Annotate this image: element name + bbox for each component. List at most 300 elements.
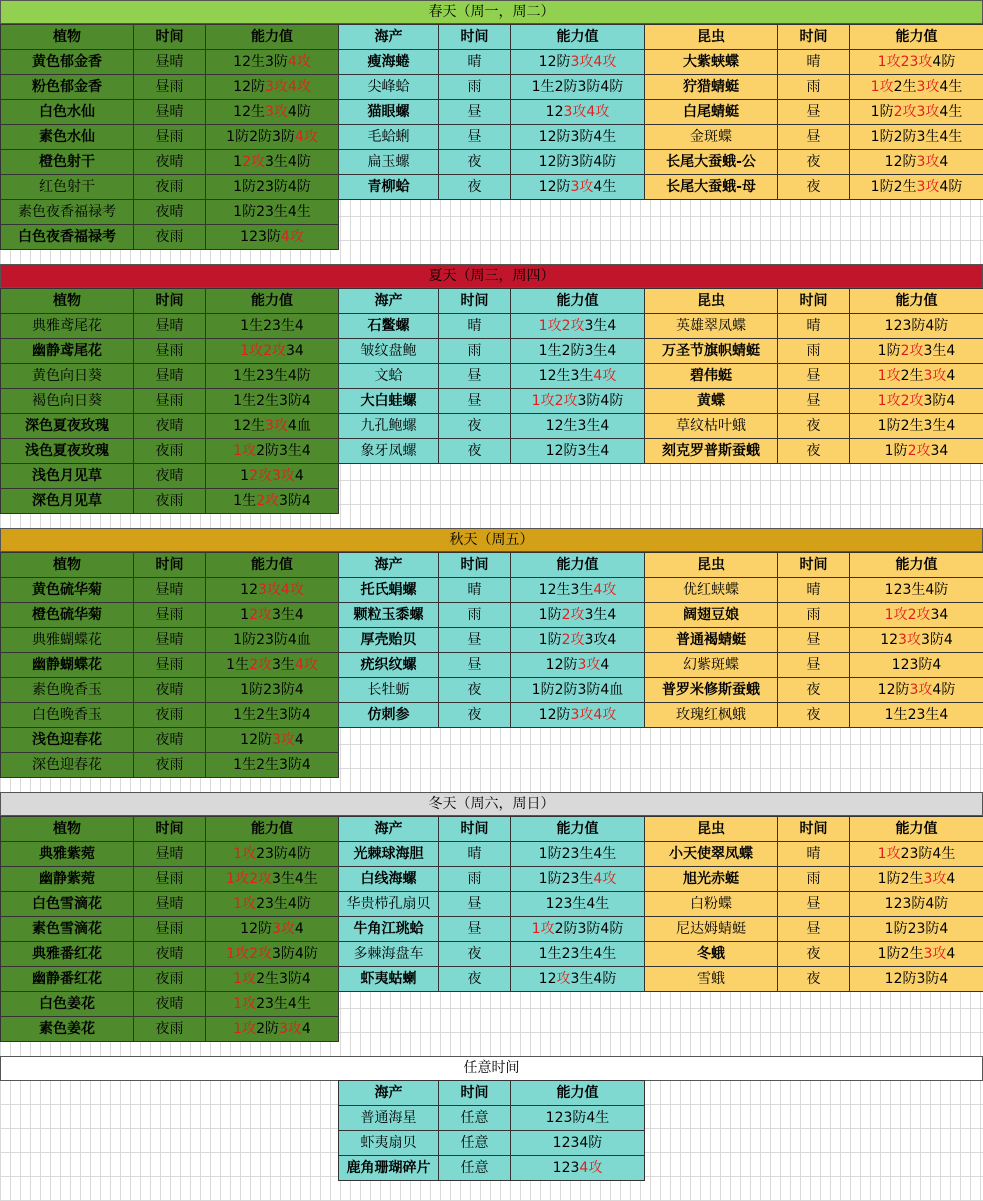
item-ability xyxy=(511,678,645,703)
ability-attack-part: 1攻 xyxy=(531,921,555,937)
header-row xyxy=(645,553,983,578)
ability-part: 12生 xyxy=(233,418,265,434)
ability-part: 2生3防4 xyxy=(256,971,311,987)
item-time: 夜 xyxy=(778,942,850,967)
item-name: 颗粒玉黍螺 xyxy=(339,603,439,628)
item-time: 晴 xyxy=(439,842,511,867)
ability-part: 12防 xyxy=(240,921,272,937)
ability-part: 12防3防4防 xyxy=(538,154,617,170)
column-header-ability: 能力值 xyxy=(206,289,339,314)
item-name: 白色水仙 xyxy=(1,100,134,125)
item-ability xyxy=(850,603,983,628)
ability-part: 1生2防3生4 xyxy=(538,343,617,359)
item-name: 黄蝶 xyxy=(645,389,778,414)
item-name: 褐色向日葵 xyxy=(1,389,134,414)
item-name: 大白蛙螺 xyxy=(339,389,439,414)
ability-attack-part: 3攻 xyxy=(923,946,947,962)
summer-sea-table xyxy=(338,288,645,464)
summer-plant-table xyxy=(0,288,339,514)
item-name: 素色雪滴花 xyxy=(1,917,134,942)
ability-part: 4生 xyxy=(593,179,617,195)
ability-part: 3生4 xyxy=(584,318,617,334)
item-ability xyxy=(850,125,983,150)
item-time: 夜雨 xyxy=(134,439,206,464)
ability-part: 3生4 xyxy=(584,607,617,623)
item-ability xyxy=(850,867,983,892)
item-time: 夜晴 xyxy=(134,414,206,439)
table-row xyxy=(645,125,983,150)
item-ability xyxy=(206,967,339,992)
item-time: 雨 xyxy=(439,339,511,364)
ability-part: 123防 xyxy=(240,229,281,245)
ability-attack-part: 2攻 xyxy=(900,343,924,359)
ability-part: 12防 xyxy=(240,732,272,748)
ability-part: 1防 xyxy=(538,607,562,623)
ability-attack-part: 3攻 xyxy=(916,179,940,195)
ability-part: 1234防 xyxy=(552,1135,603,1151)
table-row xyxy=(339,414,645,439)
item-time: 昼 xyxy=(439,653,511,678)
item-name: 长牡蛎 xyxy=(339,678,439,703)
season-title-autumn: 秋天（周五） xyxy=(0,528,983,552)
ability-part: 23防4防 xyxy=(256,846,311,862)
ability-part: 1防23防4防 xyxy=(233,179,311,195)
table-row xyxy=(645,578,983,603)
column-header-time: 时间 xyxy=(778,553,850,578)
item-ability xyxy=(511,389,645,414)
item-ability xyxy=(206,364,339,389)
item-ability xyxy=(511,150,645,175)
item-time: 晴 xyxy=(439,578,511,603)
table-row xyxy=(339,339,645,364)
table-row xyxy=(339,892,645,917)
item-time: 昼晴 xyxy=(134,50,206,75)
ability-attack-part: 3攻4攻 xyxy=(570,707,617,723)
item-ability xyxy=(206,200,339,225)
item-name: 浅色夏夜玫瑰 xyxy=(1,439,134,464)
item-ability xyxy=(850,842,983,867)
ability-part: 4 xyxy=(301,1021,311,1037)
item-time: 夜 xyxy=(778,414,850,439)
winter-plant-table xyxy=(0,816,339,1042)
table-row xyxy=(339,75,645,100)
table-row xyxy=(1,753,339,778)
item-ability xyxy=(206,464,339,489)
item-time: 昼晴 xyxy=(134,578,206,603)
ability-attack-part: 1攻 xyxy=(233,846,257,862)
ability-part: 1防 xyxy=(877,343,901,359)
item-ability xyxy=(206,992,339,1017)
ability-attack-part: 3攻 xyxy=(577,657,601,673)
ability-part: 12生 xyxy=(233,104,265,120)
item-ability xyxy=(206,100,339,125)
item-name: 阔翅豆娘 xyxy=(645,603,778,628)
item-name: 大紫蛱蝶 xyxy=(645,50,778,75)
item-name: 粉色郁金香 xyxy=(1,75,134,100)
ability-attack-part: 3攻 xyxy=(264,418,288,434)
column-header-ability: 能力值 xyxy=(511,289,645,314)
table-row xyxy=(645,917,983,942)
ability-part: 2生 xyxy=(893,79,917,95)
item-time: 昼 xyxy=(439,389,511,414)
column-header-time: 时间 xyxy=(439,25,511,50)
table-row xyxy=(1,314,339,339)
table-row xyxy=(339,578,645,603)
column-header-time: 时间 xyxy=(134,289,206,314)
item-ability xyxy=(850,175,983,200)
item-name: 金斑蝶 xyxy=(645,125,778,150)
ability-part: 2防3生4 xyxy=(256,443,311,459)
column-header-time: 时间 xyxy=(439,1081,511,1106)
item-name: 白尾蜻蜓 xyxy=(645,100,778,125)
table-row xyxy=(1,75,339,100)
item-time: 晴 xyxy=(778,842,850,867)
item-ability xyxy=(511,628,645,653)
ability-attack-part: 1攻2攻 xyxy=(240,343,286,359)
ability-part: 1生 xyxy=(233,493,257,509)
spring-sea-table xyxy=(338,24,645,200)
table-row xyxy=(1,992,339,1017)
ability-part: 3生 xyxy=(272,657,295,673)
column-header-name: 植物 xyxy=(1,817,134,842)
item-ability xyxy=(511,917,645,942)
ability-part: 1防23防4 xyxy=(884,921,949,937)
item-name: 虾夷扇贝 xyxy=(339,1131,439,1156)
item-ability xyxy=(206,917,339,942)
item-ability xyxy=(206,175,339,200)
ability-attack-part: 攻 xyxy=(556,971,571,987)
item-time: 雨 xyxy=(439,867,511,892)
item-time: 夜 xyxy=(778,678,850,703)
item-ability xyxy=(206,653,339,678)
item-ability xyxy=(850,967,983,992)
ability-part: 4 xyxy=(600,657,610,673)
item-time: 晴 xyxy=(778,578,850,603)
table-row xyxy=(1,703,339,728)
item-time: 昼晴 xyxy=(134,314,206,339)
table-row xyxy=(1,464,339,489)
item-time: 夜晴 xyxy=(134,992,206,1017)
ability-part: 3生4 xyxy=(272,607,304,623)
column-header-ability: 能力值 xyxy=(206,553,339,578)
ability-attack-part: 3攻 xyxy=(916,79,940,95)
item-time: 任意 xyxy=(439,1106,511,1131)
ability-attack-part: 3攻 xyxy=(279,1021,302,1037)
column-header-time: 时间 xyxy=(134,553,206,578)
ability-part: 12防 xyxy=(233,79,265,95)
item-ability xyxy=(511,967,645,992)
item-name: 白色夜香福禄考 xyxy=(1,225,134,250)
item-name: 白色雪滴花 xyxy=(1,892,134,917)
ability-part: 1防23防4血 xyxy=(233,632,311,648)
ability-attack-part: 1攻2攻 xyxy=(877,393,924,409)
ability-part: 12 xyxy=(880,632,899,648)
item-name: 长尾大蚕蛾-母 xyxy=(645,175,778,200)
item-ability xyxy=(206,678,339,703)
ability-part: 12防3防4生 xyxy=(538,129,617,145)
item-time: 昼 xyxy=(778,125,850,150)
ability-part: 4 xyxy=(946,946,956,962)
table-row xyxy=(1,892,339,917)
item-ability xyxy=(511,842,645,867)
ability-part: 1防 xyxy=(870,104,894,120)
item-ability xyxy=(206,314,339,339)
item-ability xyxy=(511,892,645,917)
item-time: 夜雨 xyxy=(134,175,206,200)
item-time: 夜 xyxy=(778,175,850,200)
item-name: 华贵栉孔扇贝 xyxy=(339,892,439,917)
ability-part: 1防23生4生 xyxy=(538,846,617,862)
item-time: 夜 xyxy=(778,150,850,175)
item-time: 昼 xyxy=(439,917,511,942)
item-ability xyxy=(206,414,339,439)
table-row xyxy=(1,728,339,753)
ability-part: 1防23生 xyxy=(538,871,594,887)
table-row xyxy=(645,50,983,75)
item-time: 昼雨 xyxy=(134,603,206,628)
ability-attack-part: 3攻4攻 xyxy=(563,104,610,120)
season-title-summer: 夏天（周三，周四） xyxy=(0,264,983,288)
item-name: 橙色硫华菊 xyxy=(1,603,134,628)
item-time: 雨 xyxy=(439,75,511,100)
item-time: 昼晴 xyxy=(134,100,206,125)
item-name: 牛角江珧蛤 xyxy=(339,917,439,942)
ability-part: 2防 xyxy=(256,1021,279,1037)
ability-part: 123生4生 xyxy=(545,896,610,912)
item-name: 虾夷蛄蝲 xyxy=(339,967,439,992)
table-row xyxy=(339,1131,645,1156)
season-title-spring: 春天（周一，周二） xyxy=(0,0,983,24)
item-ability xyxy=(511,578,645,603)
item-name: 白线海螺 xyxy=(339,867,439,892)
item-time: 夜 xyxy=(439,150,511,175)
ability-part: 1防2防3防 xyxy=(226,129,295,145)
ability-attack-part: 2攻3攻 xyxy=(893,104,940,120)
item-name: 深色迎春花 xyxy=(1,753,134,778)
ability-part: 23防4生 xyxy=(900,846,956,862)
item-time: 昼 xyxy=(778,100,850,125)
item-time: 雨 xyxy=(778,867,850,892)
table-row xyxy=(645,75,983,100)
ability-attack-part: 4攻 xyxy=(294,657,318,673)
item-name: 青柳蛤 xyxy=(339,175,439,200)
ability-part: 123 xyxy=(552,1160,580,1176)
item-time: 昼雨 xyxy=(134,653,206,678)
table-row xyxy=(339,1106,645,1131)
table-row xyxy=(1,225,339,250)
item-time: 昼 xyxy=(778,653,850,678)
item-name: 鹿角珊瑚碎片 xyxy=(339,1156,439,1181)
item-ability xyxy=(511,50,645,75)
ability-part: 12 xyxy=(240,582,258,598)
column-header-name: 植物 xyxy=(1,25,134,50)
ability-part: 4生 xyxy=(939,79,963,95)
ability-part: 1防2生 xyxy=(877,946,924,962)
ability-attack-part: 3攻4攻 xyxy=(258,582,304,598)
item-name: 皱纹盘鲍 xyxy=(339,339,439,364)
item-name: 托氏蜎螺 xyxy=(339,578,439,603)
table-row xyxy=(339,175,645,200)
ability-attack-part: 3攻 xyxy=(898,632,921,648)
item-name: 文蛤 xyxy=(339,364,439,389)
ability-attack-part: 4攻 xyxy=(593,582,617,598)
ability-part: 12防3生4 xyxy=(545,443,610,459)
item-ability xyxy=(850,917,983,942)
item-ability xyxy=(206,842,339,867)
ability-part: 12 xyxy=(538,971,557,987)
table-row xyxy=(339,653,645,678)
ability-part: 3生4 xyxy=(923,343,956,359)
item-time: 晴 xyxy=(439,314,511,339)
autumn-plant-table xyxy=(0,552,339,778)
table-row xyxy=(339,867,645,892)
table-row xyxy=(1,439,339,464)
column-header-time: 时间 xyxy=(439,817,511,842)
item-ability xyxy=(850,50,983,75)
ability-attack-part: 3攻 xyxy=(264,104,288,120)
table-row xyxy=(1,867,339,892)
ability-part: 4 xyxy=(294,921,304,937)
item-ability xyxy=(206,50,339,75)
ability-attack-part: 3攻 xyxy=(909,682,933,698)
item-ability xyxy=(511,175,645,200)
spring-plant-table xyxy=(0,24,339,250)
header-row xyxy=(645,289,983,314)
item-name: 厚壳贻贝 xyxy=(339,628,439,653)
ability-part: 4防 xyxy=(932,682,956,698)
item-time: 昼雨 xyxy=(134,867,206,892)
ability-part: 12防 xyxy=(545,657,578,673)
column-header-time: 时间 xyxy=(134,25,206,50)
item-name: 红色射干 xyxy=(1,175,134,200)
ability-part: 23生4防 xyxy=(256,896,311,912)
ability-attack-part: 1攻2攻 xyxy=(226,946,272,962)
item-ability xyxy=(850,892,983,917)
ability-part: 1生2生3防4 xyxy=(233,707,311,723)
ability-part: 3攻4 xyxy=(584,632,617,648)
item-name: 白色晚香玉 xyxy=(1,703,134,728)
table-row xyxy=(1,942,339,967)
item-ability xyxy=(511,364,645,389)
item-time: 夜雨 xyxy=(134,967,206,992)
table-row xyxy=(645,339,983,364)
table-row xyxy=(339,150,645,175)
item-ability xyxy=(511,867,645,892)
header-row xyxy=(339,553,645,578)
ability-attack-part: 4攻 xyxy=(280,229,304,245)
item-time: 任意 xyxy=(439,1156,511,1181)
ability-part: 34 xyxy=(286,343,304,359)
header-row xyxy=(339,817,645,842)
column-header-time: 时间 xyxy=(134,817,206,842)
item-ability xyxy=(511,653,645,678)
column-header-ability: 能力值 xyxy=(511,817,645,842)
ability-attack-part: 1攻23攻 xyxy=(877,54,933,70)
column-header-name: 海产 xyxy=(339,817,439,842)
table-row xyxy=(339,125,645,150)
ability-attack-part: 1攻 xyxy=(870,79,894,95)
item-time: 昼 xyxy=(439,125,511,150)
ability-attack-part: 1攻2攻 xyxy=(531,393,578,409)
ability-part: 4生 xyxy=(939,104,963,120)
column-header-name: 海产 xyxy=(339,289,439,314)
column-header-time: 时间 xyxy=(778,289,850,314)
ability-part: 1防 xyxy=(884,443,908,459)
ability-attack-part: 1攻2攻 xyxy=(226,871,272,887)
ability-part: 3防4 xyxy=(920,632,953,648)
item-name: 素色姜花 xyxy=(1,1017,134,1042)
item-name: 仿刺参 xyxy=(339,703,439,728)
item-ability xyxy=(850,414,983,439)
item-ability xyxy=(850,389,983,414)
table-row xyxy=(645,942,983,967)
item-name: 幽静紫菀 xyxy=(1,867,134,892)
item-name: 典雅番红花 xyxy=(1,942,134,967)
ability-part: 4防 xyxy=(287,104,311,120)
column-header-ability: 能力值 xyxy=(850,25,983,50)
item-ability xyxy=(850,314,983,339)
item-ability xyxy=(850,75,983,100)
item-name: 毛蛤蜊 xyxy=(339,125,439,150)
table-row xyxy=(645,628,983,653)
item-time: 昼晴 xyxy=(134,842,206,867)
item-name: 狞猎蜻蜓 xyxy=(645,75,778,100)
table-row xyxy=(1,917,339,942)
ability-attack-part: 3攻4攻 xyxy=(265,79,311,95)
ability-attack-part: 3攻 xyxy=(271,732,295,748)
ability-attack-part: 4攻 xyxy=(294,129,318,145)
header-row xyxy=(339,289,645,314)
ability-part: 12防 xyxy=(538,707,571,723)
ability-part: 3生4防 xyxy=(570,971,617,987)
table-row xyxy=(645,314,983,339)
ability-attack-part: 3攻4攻 xyxy=(570,54,617,70)
ability-attack-part: 2攻 xyxy=(561,607,585,623)
ability-attack-part: 4攻 xyxy=(593,368,617,384)
item-ability xyxy=(206,867,339,892)
item-time: 夜晴 xyxy=(134,200,206,225)
item-time: 昼 xyxy=(778,628,850,653)
item-name: 小天使翠凤蝶 xyxy=(645,842,778,867)
ability-part: 123防4生 xyxy=(545,1110,610,1126)
column-header-name: 植物 xyxy=(1,553,134,578)
ability-part: 4防 xyxy=(939,179,963,195)
winter-sea-table xyxy=(338,816,645,992)
item-time: 昼 xyxy=(778,364,850,389)
item-name: 典雅鸢尾花 xyxy=(1,314,134,339)
ability-part: 4 xyxy=(946,871,956,887)
item-ability xyxy=(850,628,983,653)
item-time: 昼雨 xyxy=(134,125,206,150)
item-time: 夜 xyxy=(778,967,850,992)
ability-part: 12生3生 xyxy=(538,582,594,598)
item-name: 浅色月见草 xyxy=(1,464,134,489)
item-ability xyxy=(206,892,339,917)
item-time: 夜 xyxy=(439,703,511,728)
table-row xyxy=(339,842,645,867)
table-row xyxy=(645,892,983,917)
table-row xyxy=(1,50,339,75)
item-name: 橙色射干 xyxy=(1,150,134,175)
item-ability xyxy=(206,578,339,603)
item-name: 黄色郁金香 xyxy=(1,50,134,75)
item-time: 晴 xyxy=(439,50,511,75)
table-row xyxy=(645,603,983,628)
table-row xyxy=(1,125,339,150)
table-row xyxy=(645,150,983,175)
item-time: 昼 xyxy=(778,917,850,942)
item-ability xyxy=(206,728,339,753)
